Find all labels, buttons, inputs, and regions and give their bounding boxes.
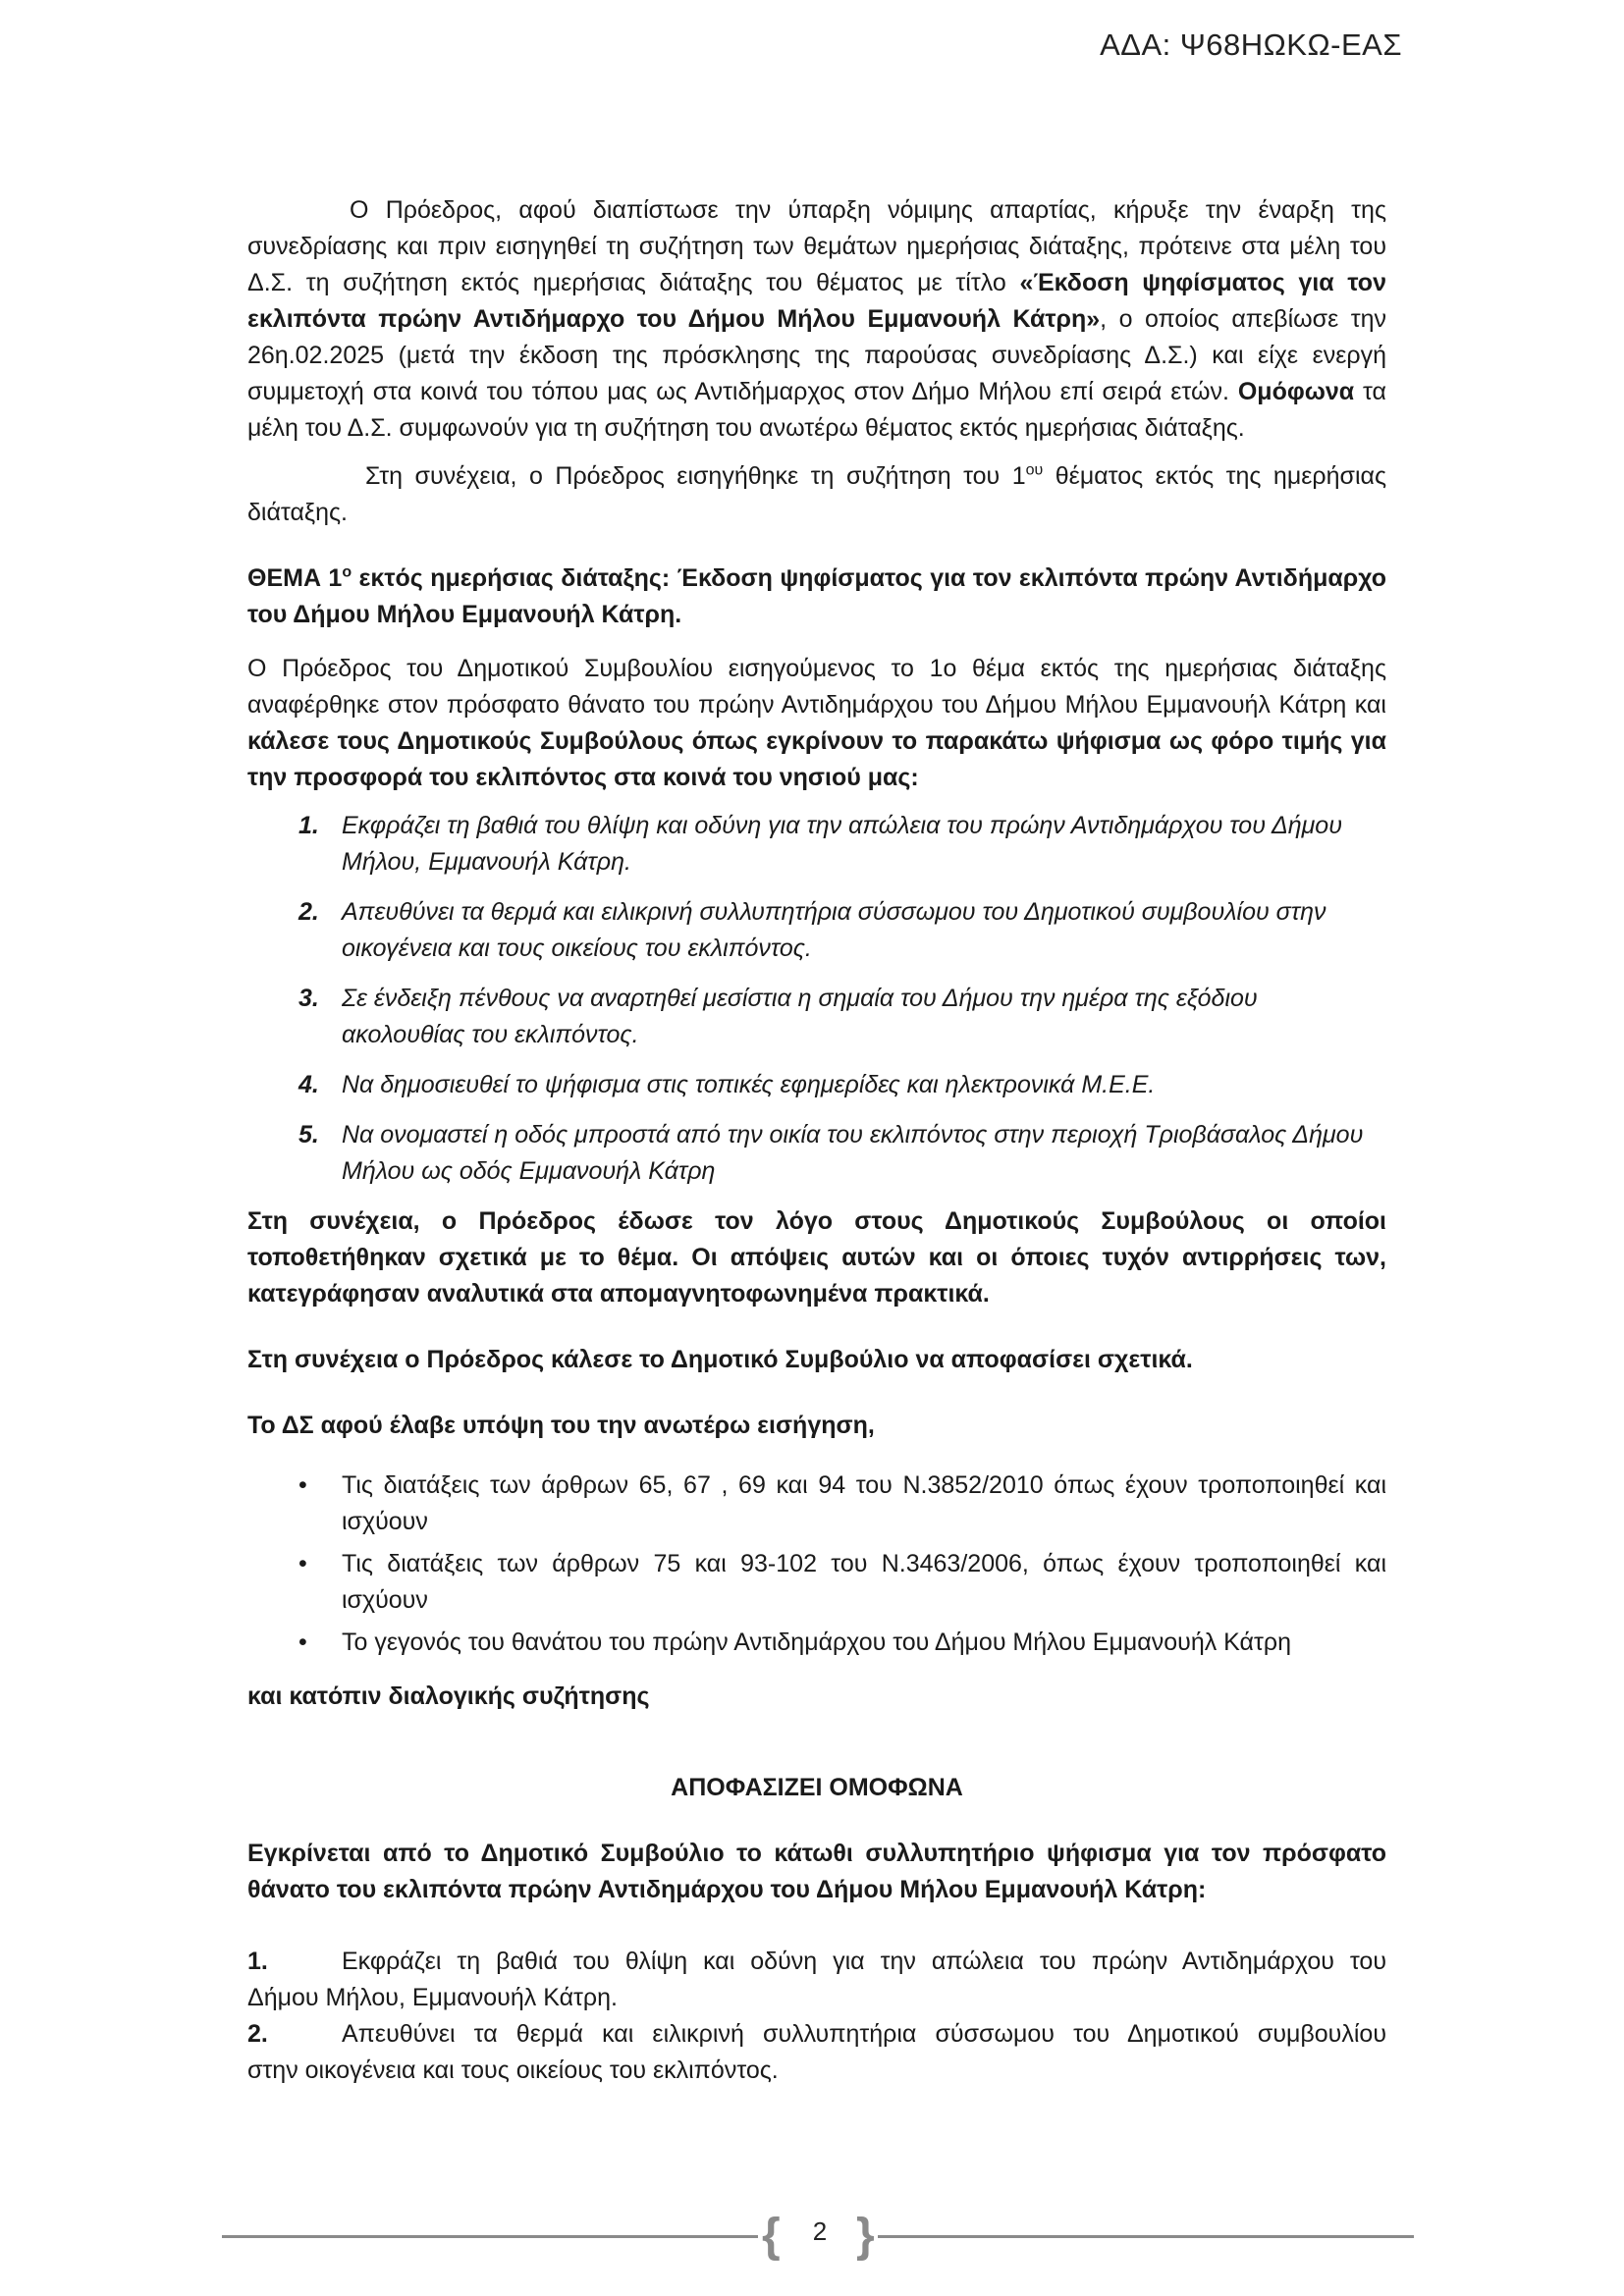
list-item — [247, 1117, 1386, 1190]
footer-rule-left — [222, 2235, 758, 2238]
list-item-text: Σε ένδειξη πένθους να αναρτηθεί μεσίστια η σημαία του Δήμου την ημέρα της εξόδιου ακολουθίας του εκλιπόντος. — [342, 985, 1258, 1048]
list-item — [247, 981, 1386, 1053]
final-resolution-list — [247, 1944, 1386, 2089]
topic-prefix: ΘΕΜΑ 1 — [247, 564, 343, 592]
bracket-right-icon: } — [856, 2210, 875, 2262]
list-item-number: 3. — [298, 985, 319, 1012]
list-item-number: 2. — [298, 898, 319, 926]
list-item-text: Να δημοσιευθεί το ψήφισμα στις τοπικές εφημερίδες και ηλεκτρονικά Μ.Ε.Ε. — [342, 1071, 1156, 1098]
list-item — [247, 808, 1386, 881]
intro-text-2: , ο οποίος απεβίωσε την 26η.02.2025 (μετά την έκδοση της πρόσκλησης της παρούσας συνεδρίασης Δ.Σ.) και είχε ενεργή συμμετοχή στα κοινά του τόπου μας ως Αντιδήμαρχος στον Δήμο Μήλου επί σειρά ετών. — [247, 305, 1386, 405]
bracket-left-icon: { — [762, 2210, 781, 2262]
bullet-text: Το γεγονός του θανάτου του πρώην Αντιδημάρχου του Δήμου Μήλου Εμμανουήλ Κάτρη — [342, 1629, 1291, 1656]
intro-text-3: τα μέλη του Δ.Σ. συμφωνούν για τη συζήτηση του ανωτέρω θέματος εκτός ημερήσιας διάταξης. — [247, 378, 1387, 442]
list-item — [247, 1944, 1386, 2016]
call-decision-paragraph: Στη συνέχεια ο Πρόεδρος κάλεσε το Δημοτικό Συμβούλιο να αποφασίσει σχετικά. — [247, 1346, 1193, 1373]
approval-paragraph: Εγκρίνεται από το Δημοτικό Συμβούλιο το κάτωθι συλλυπητήριο ψήφισμα για τον πρόσφατο θάνατο του εκλιπόντα πρώην Αντιδημάρχου του Δήμου Μήλου Εμμανουήλ Κάτρη: — [247, 1840, 1386, 1903]
list-item-number: 1. — [298, 812, 319, 839]
intro-unanimous: Ομόφωνα — [1237, 378, 1355, 405]
continuation-text: Στη συνέχεια, ο Πρόεδρος εισηγήθηκε τη συζήτηση του 1 — [365, 462, 1026, 490]
page-number: 2 — [812, 2216, 828, 2246]
bullet-item — [247, 1625, 1386, 1661]
list-item — [247, 894, 1386, 967]
topic-text: εκτός ημερήσιας διάταξης: Έκδοση ψηφίσματος για τον εκλιπόντα πρώην Αντιδήμαρχο του Δήμου Μήλου Εμμανουήλ Κάτρη. — [247, 564, 1386, 628]
list-item-text: Να ονομαστεί η οδός μπροστά από την οικία του εκλιπόντος στην περιοχή Τριοβάσαλος Δήμου Μήλου ως οδός Εμμανουήλ Κάτρη — [342, 1121, 1364, 1185]
bullet-icon: • — [298, 1550, 307, 1577]
legal-basis-list — [247, 1468, 1386, 1661]
ada-code: ΑΔΑ: Ψ68ΗΩΚΩ-ΕΑΣ — [1100, 27, 1402, 62]
proposal-text: Ο Πρόεδρος του Δημοτικού Συμβουλίου εισηγούμενος το 1ο θέμα εκτός της ημερήσιας διάταξης αναφέρθηκε στον πρόσφατο θάνατο του πρώην Αντιδημάρχου του Δήμου Μήλου Εμμανουήλ Κάτρη και — [247, 655, 1386, 719]
considering-paragraph: Το ΔΣ αφού έλαβε υπόψη του την ανωτέρω εισήγηση, — [247, 1412, 875, 1439]
continuation-sup: ου — [1025, 461, 1044, 479]
bullet-item — [247, 1468, 1386, 1540]
intro-title: «Έκδοση ψηφίσματος για τον εκλιπόντα πρώην Αντιδήμαρχο του Δήμου Μήλου Εμμανουήλ Κάτρη» — [247, 269, 1386, 333]
decision-heading: ΑΠΟΦΑΣΙΖΕΙ ΟΜΟΦΩΝΑ — [671, 1774, 963, 1801]
list-item-text-cont: Δήμου Μήλου, Εμμανουήλ Κάτρη. — [247, 1984, 618, 2011]
list-item-number: 2. — [247, 2020, 268, 2048]
list-item-number: 1. — [247, 1948, 268, 1975]
topic-heading — [247, 561, 1386, 633]
bullet-text: Τις διατάξεις των άρθρων 65, 67 , 69 και 94 του Ν.3852/2010 όπως έχουν τροποποιηθεί και ισχύουν — [342, 1471, 1386, 1535]
bullet-icon: • — [298, 1471, 307, 1499]
list-item-text: Απευθύνει τα θερμά και ειλικρινή συλλυπητήρια σύσσωμου του Δημοτικού συμβουλίου στην οικογένεια και τους οικείους του εκλιπόντος. — [342, 898, 1326, 962]
proposal-paragraph — [247, 651, 1386, 796]
resolution-list — [247, 808, 1386, 1190]
intro-paragraph — [247, 192, 1386, 447]
continuation-text-2: θέματος εκτός της ημερήσιας διάταξης. — [247, 462, 1386, 526]
bullet-text: Τις διατάξεις των άρθρων 75 και 93-102 του Ν.3463/2006, όπως έχουν τροποποιηθεί και ισχύουν — [342, 1550, 1386, 1614]
list-item-number: 5. — [298, 1121, 319, 1148]
discussion-paragraph: Στη συνέχεια, ο Πρόεδρος έδωσε τον λόγο στους Δημοτικούς Συμβούλους οι οποίοι τοποθετήθηκαν σχετικά με το θέμα. Οι απόψεις αυτών και οι όποιες τυχόν αντιρρήσεις των, κατεγράφησαν αναλυτικά στα απομαγνητοφωνημένα πρακτικά. — [247, 1207, 1386, 1308]
intro-text-1: Ο Πρόεδρος, αφού διαπίστωσε την ύπαρξη νόμιμης απαρτίας, κήρυξε την έναρξη της συνεδρίασης και πριν εισηγηθεί τη συζήτηση των θεμάτων ημερήσιας διάταξης, πρότεινε στα μέλη του Δ.Σ. τη συζήτηση εκτός ημερήσιας διάταξης του θέματος με τίτλο — [247, 196, 1386, 296]
after-dialogue-paragraph: και κατόπιν διαλογικής συζήτησης — [247, 1682, 650, 1710]
bullet-item — [247, 1546, 1386, 1619]
bullet-icon: • — [298, 1629, 307, 1656]
list-item-text: Εκφράζει τη βαθιά του θλίψη και οδύνη για την απώλεια του πρώην Αντιδημάρχου του Δήμου Μήλου, Εμμανουήλ Κάτρη. — [342, 812, 1342, 876]
list-item — [247, 1067, 1386, 1103]
list-item-text: Απευθύνει τα θερμά και ειλικρινή συλλυπητήρια σύσσωμου του Δημοτικού συμβουλίου — [342, 2020, 1386, 2048]
page-footer — [222, 2209, 1414, 2268]
continuation-paragraph — [247, 458, 1386, 531]
document-body — [247, 192, 1386, 2089]
proposal-bold: κάλεσε τους Δημοτικούς Συμβούλους όπως εγκρίνουν το παρακάτω ψήφισμα ως φόρο τιμής για την προσφορά του εκλιπόντος στα κοινά του νησιού μας: — [247, 727, 1386, 791]
topic-sup: ο — [342, 563, 352, 581]
footer-rule-right — [878, 2235, 1414, 2238]
list-item-text: Εκφράζει τη βαθιά του θλίψη και οδύνη για την απώλεια του πρώην Αντιδημάρχου του — [342, 1948, 1386, 1975]
list-item-text-cont: στην οικογένεια και τους οικείους του εκλιπόντος. — [247, 2056, 779, 2084]
list-item-number: 4. — [298, 1071, 319, 1098]
list-item — [247, 2016, 1386, 2089]
